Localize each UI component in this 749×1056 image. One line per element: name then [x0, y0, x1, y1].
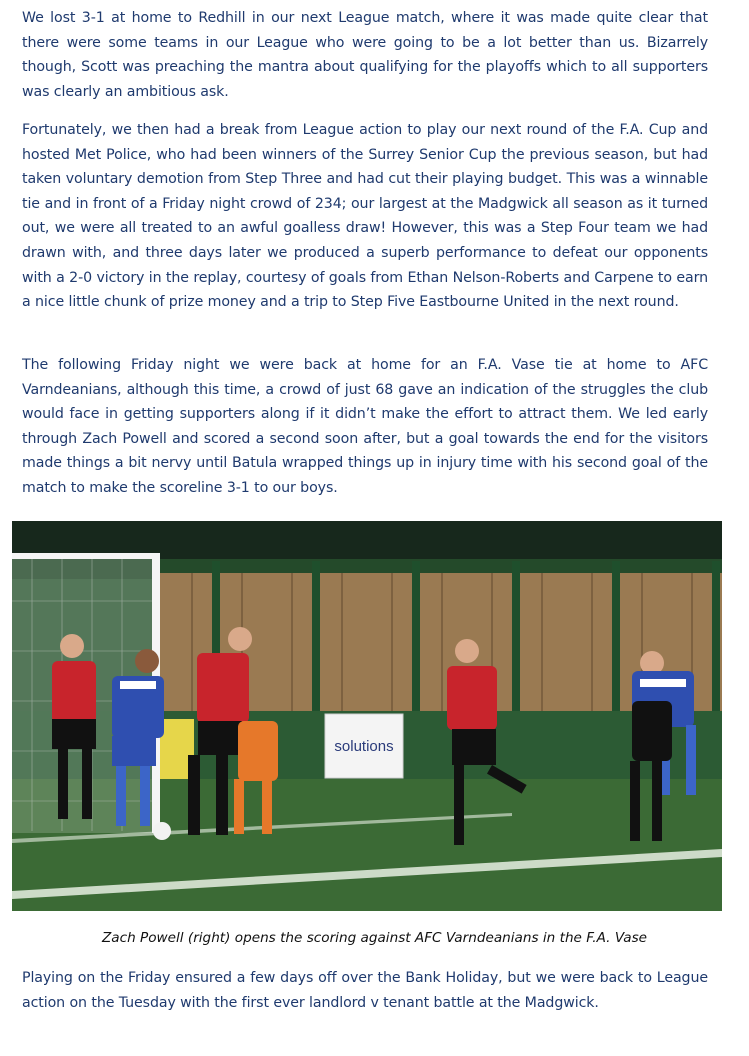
match-photo	[12, 521, 722, 911]
paragraph-fa-cup-met-police: Fortunately, we then had a break from League action to play our next round of the F.A. Cup and hosted Met Police, who had been winners of the Surrey Senior Cup the previous season, but had taken voluntary demotion from Step Three and had cut their playing budget. This was a winnable tie and in front of a Friday night crowd of 234; our largest at the Madgwick all season as it turned out, we were all treated to an awful goalless draw! However, this was a Step Four team we had drawn with, and three days later we produced a superb performance to defeat our opponents with a 2-0 victory in the replay, courtesy of goals from Ethan Nelson-Roberts and Carpene to earn a nice little chunk of prize money and a trip to Step Five Eastbourne United in the next round.	[22, 122, 708, 311]
football	[153, 822, 171, 840]
paragraph-redhill-defeat: We lost 3-1 at home to Redhill in our next League match, where it was made quite clear that there were some teams in our League who were going to be a lot better than us. Bizarrely though, Scott was preaching the mantra about qualifying for the playoffs which to all supporters was clearly an ambitious ask.	[22, 10, 708, 100]
advertising-board-text: solutions	[334, 738, 394, 755]
photo-caption: Zach Powell (right) opens the scoring against AFC Varndeanians in the F.A. Vase	[101, 930, 648, 946]
paragraph-fa-vase-varndeanians: The following Friday night we were back at home for an F.A. Vase tie at home to AFC Varndeanians, although this time, a crowd of just 68 gave an indication of the struggles the club would face in getting supporters along if it didn’t make the effort to attract them. We led early through Zach Powell and scored a second soon after, but a goal towards the end for the visitors made things a bit nervy until Batula wrapped things up in injury time with his second goal of the match to make the scoreline 3-1 to our boys.	[22, 357, 708, 496]
paragraph-bank-holiday: Playing on the Friday ensured a few days off over the Bank Holiday, but we were back to League action on the Tuesday with the first ever landlord v tenant battle at the Madgwick.	[22, 970, 708, 1011]
